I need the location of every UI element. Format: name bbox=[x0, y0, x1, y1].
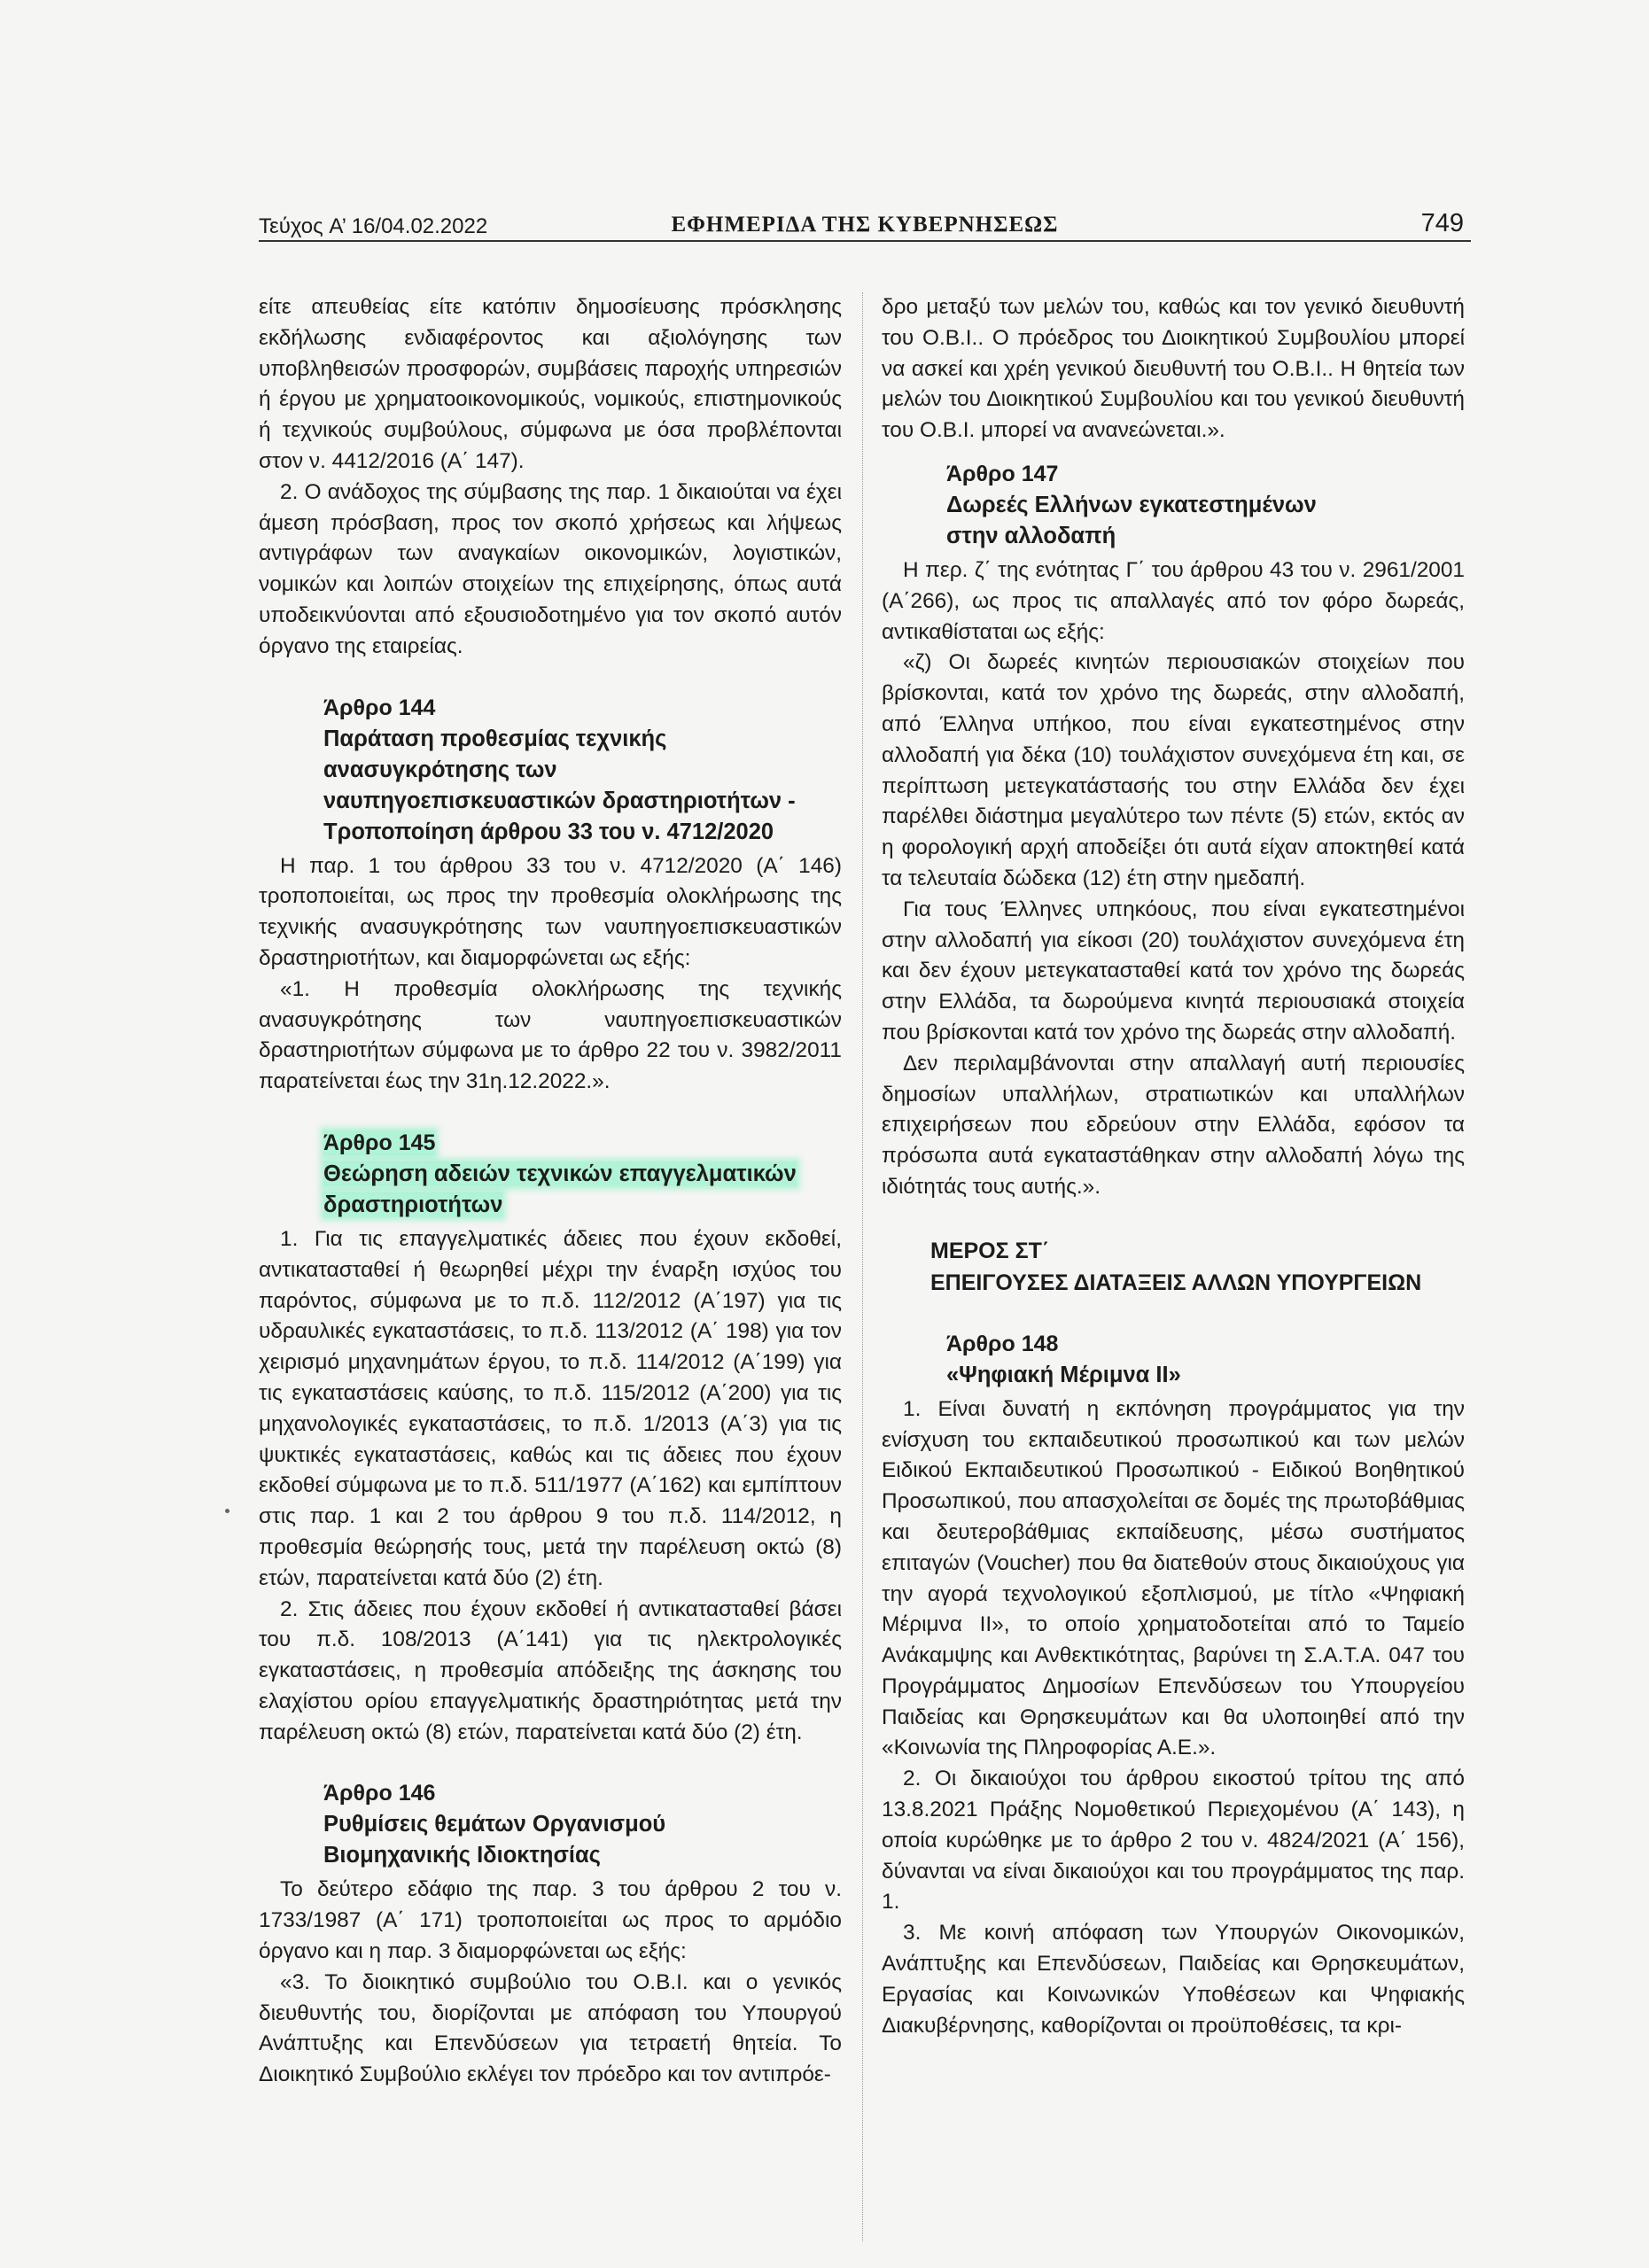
article-number: Άρθρο 148 bbox=[946, 1331, 1059, 1356]
article-title-line: Ρυθμίσεις θεμάτων Οργανισμού bbox=[323, 1812, 666, 1837]
paragraph: 2. Οι δικαιούχοι του άρθρου εικοστού τρίτου της από 13.8.2021 Πράξης Νομοθετικού Περιεχομένου (Α΄ 143), η οποία κυρώθηκε με το άρθρο 2 του ν. 4824/2021 (Α΄ 156), δύνανται να είναι δικαιούχοι και του προγράμματος της παρ. 1. bbox=[882, 1767, 1465, 1915]
article-number: Άρθρο 147 bbox=[946, 461, 1059, 486]
article-148-heading bbox=[946, 1329, 1465, 1391]
part-number: ΜΕΡΟΣ ΣΤ΄ bbox=[930, 1238, 1050, 1263]
part-heading bbox=[930, 1235, 1465, 1299]
paragraph: Η παρ. 1 του άρθρου 33 του ν. 4712/2020 (Α΄ 146) τροποποιείται, ως προς την προθεσμία ολοκλήρωσης της τεχνικής ανασυγκρότησης των ναυπηγοεπισκευαστικών δραστηριοτήτων, και διαμορφώνεται ως εξής: bbox=[259, 853, 842, 970]
right-column bbox=[882, 292, 1465, 2041]
paragraph: είτε απευθείας είτε κατόπιν δημοσίευσης πρόσκλησης εκδήλωσης ενδιαφέροντος και αξιολόγησης των υποβληθεισών προσφορών, συμβάσεις παροχής υπηρεσιών ή έργου με χρηματοοικονομικούς, νομικούς, επιστημονικούς ή τεχνικούς συμβούλους, σύμφωνα με όσα προβλέπονται στον ν. 4412/2016 (Α΄ 147). bbox=[259, 295, 842, 473]
article-number: Άρθρο 145 bbox=[323, 1130, 436, 1155]
paragraph: «3. Το διοικητικό συμβούλιο του Ο.Β.Ι. και ο γενικός διευθυντής του, διορίζονται με απόφαση του Υπουργού Ανάπτυξης και Επενδύσεων για τετραετή θητεία. Το Διοικητικό Συμβούλιο εκλέγει τον πρόεδρο και τον αντιπρόε- bbox=[259, 1969, 842, 2087]
article-title-line: Τροποποίηση άρθρου 33 του ν. 4712/2020 bbox=[323, 819, 774, 844]
article-title-line: Παράταση προθεσμίας τεχνικής bbox=[323, 726, 667, 751]
paragraph: 1. Για τις επαγγελματικές άδειες που έχουν εκδοθεί, αντικατασταθεί ή θεωρηθεί μέχρι την έναρξη ισχύος του παρόντος, σύμφωνα με το π.δ. 112/2012 (Α΄197) για τις υδραυλικές εγκαταστάσεις, το π.δ. 113/2012 (Α΄ 198) για τον χειρισμό μηχανημάτων έργου, το π.δ. 114/2012 (Α΄199) για τις εγκαταστάσεις καύσης, το π.δ. 115/2012 (Α΄200) για τις μηχανολογικές εγκαταστάσεις, το π.δ. 1/2013 (Α΄3) για τις ψυκτικές εγκαταστάσεις, καθώς και τις άδειες που έχουν εκδοθεί σύμφωνα με το π.δ. 511/1977 (Α΄162) και εμπίπτουν στις παρ. 1 και 2 του άρθρου 9 του π.δ. 114/2012, η προθεσμία θεώρησής τους, μετά την παρέλευση οκτώ (8) ετών, παρατείνεται κατά δύο (2) έτη. bbox=[259, 1226, 842, 1590]
article-title-line: «Ψηφιακή Μέριμνα ΙΙ» bbox=[946, 1362, 1181, 1387]
paragraph: Η περ. ζ΄ της ενότητας Γ΄ του άρθρου 43 του ν. 2961/2001 (Α΄266), ως προς τις απαλλαγές από τον φόρο δωρεάς, αντικαθίσταται ως εξής: bbox=[882, 557, 1465, 644]
paragraph: 2. Στις άδειες που έχουν εκδοθεί ή αντικατασταθεί βάσει του π.δ. 108/2013 (Α΄141) για τις ηλεκτρολογικές εγκαταστάσεις, η προθεσμία απόδειξης της άσκησης του ελαχίστου ορίου επαγγελματικής δραστηριότητας μετά την παρέλευση οκτώ (8) ετών, παρατείνεται κατά δύο (2) έτη. bbox=[259, 1596, 842, 1744]
paragraph: Για τους Έλληνες υπηκόους, που είναι εγκατεστημένοι στην αλλοδαπή για είκοσι (20) τουλάχιστον συνεχόμενα έτη και δεν έχουν μετεγκατασταθεί κατά τον χρόνο της δωρεάς στην Ελλάδα, τα δωρούμενα κινητά περιουσιακά στοιχεία που βρίσκονται κατά τον χρόνο της δωρεάς στην αλλοδαπή. bbox=[882, 897, 1465, 1045]
article-146-heading bbox=[323, 1778, 842, 1871]
paragraph: 1. Είναι δυνατή η εκπόνηση προγράμματος για την ενίσχυση του εκπαιδευτικού προσωπικού και των μελών Ειδικού Εκπαιδευτικού Προσωπικού - Ειδικού Βοηθητικού Προσωπικού, που απασχολείται σε δομές της πρωτοβάθμιας και δευτεροβάθμιας εκπαίδευσης, μέσω συστήματος επιταγών (Voucher) που θα διατεθούν στους δικαιούχους για την αγορά τεχνολογικού εξοπλισμού, με τίτλο «Ψηφιακή Μέριμνα ΙΙ», το οποίο χρηματοδοτείται από το Ταμείο Ανάκαμψης και Ανθεκτικότητας, βαρύνει τη Σ.Α.Τ.Α. 047 του Προγράμματος Δημοσίων Επενδύσεων του Υπουργείου Παιδείας και Θρησκευμάτων και θα υλοποιηθεί από την «Κοινωνία της Πληροφορίας Α.Ε.». bbox=[882, 1396, 1465, 1760]
paragraph: «ζ) Οι δωρεές κινητών περιουσιακών στοιχείων που βρίσκονται, κατά τον χρόνο της δωρεάς, στην αλλοδαπή, από Έλληνα υπήκοο, που είναι εγκατεστημένος στην αλλοδαπή για δέκα (10) τουλάχιστον συνεχόμενα έτη και, σε περίπτωση μετεγκατάστασής του στην Ελλάδα δεν έχει παρέλθει διάστημα μεγαλύτερο των πέντε (5) ετών, εκτός αν η φορολογική αρχή αποδείξει ότι αυτά είχαν αποκτηθεί κατά τα τελευταία δώδεκα (12) έτη στην ημεδαπή. bbox=[882, 650, 1465, 890]
paragraph: Το δεύτερο εδάφιο της παρ. 3 του άρθρου 2 του ν. 1733/1987 (Α΄ 171) τροποποιείται ως προς το αρμόδιο όργανο και η παρ. 3 διαμορφώνεται ως εξής: bbox=[259, 1877, 842, 1964]
article-145-heading bbox=[323, 1128, 842, 1221]
paragraph: 3. Με κοινή απόφαση των Υπουργών Οικονομικών, Ανάπτυξης και Επενδύσεων, Παιδείας και Θρησκευμάτων, Εργασίας και Κοινωνικών Υποθέσεων και Ψηφιακής Διακυβέρνησης, καθορίζονται οι προϋποθέσεις, τα κρι- bbox=[882, 1921, 1465, 2038]
part-title: ΕΠΕΙΓΟΥΣΕΣ ΔΙΑΤΑΞΕΙΣ ΑΛΛΩΝ ΥΠΟΥΡΓΕΙΩΝ bbox=[930, 1270, 1422, 1295]
left-column bbox=[259, 292, 842, 2091]
article-title-line: Δωρεές Ελλήνων εγκατεστημένων bbox=[946, 492, 1317, 517]
article-title-line: ανασυγκρότησης των bbox=[323, 757, 557, 782]
paragraph: «1. Η προθεσμία ολοκλήρωσης της τεχνικής ανασυγκρότησης των ναυπηγοεπισκευαστικών δραστηριοτήτων σύμφωνα με το άρθρο 22 του ν. 3982/2011 παρατείνεται έως την 31η.12.2022.». bbox=[259, 976, 842, 1094]
header-rule bbox=[259, 240, 1471, 242]
gazette-title: ΕΦΗΜΕΡΙΔΑ ΤΗΣ ΚΥΒΕΡΝΗΣΕΩΣ bbox=[671, 213, 1059, 237]
article-number: Άρθρο 144 bbox=[323, 695, 436, 720]
page-header bbox=[259, 209, 1471, 245]
article-number: Άρθρο 146 bbox=[323, 1781, 436, 1806]
article-title-line: ναυπηγοεπισκευαστικών δραστηριοτήτων - bbox=[323, 788, 796, 813]
article-title-line: στην αλλοδαπή bbox=[946, 523, 1116, 548]
article-title-line: δραστηριοτήτων bbox=[323, 1192, 503, 1217]
article-144-heading bbox=[323, 693, 842, 848]
article-title-line: Βιομηχανικής Ιδιοκτησίας bbox=[323, 1843, 601, 1868]
paragraph: 2. Ο ανάδοχος της σύμβασης της παρ. 1 δικαιούται να έχει άμεση πρόσβαση, προς τον σκοπό χρήσεως και λήψεως αντιγράφων των αναγκαίων οικονομικών, λογιστικών, νομικών και λοιπών στοιχείων της επιχείρησης, όπως αυτά υποδεικνύονται από εξουσιοδοτημένο για τον σκοπό αυτόν όργανο της εταιρείας. bbox=[259, 479, 842, 658]
column-divider bbox=[862, 292, 863, 2241]
article-title-line: Θεώρηση αδειών τεχνικών επαγγελματικών bbox=[323, 1161, 797, 1186]
issue-label: Τεύχος A’ 16/04.02.2022 bbox=[259, 214, 488, 238]
paragraph: Δεν περιλαμβάνονται στην απαλλαγή αυτή περιουσίες δημοσίων υπαλλήλων, στρατιωτικών και υπαλλήλων επιχειρήσεων που εδρεύουν στην Ελλάδα, εφόσον τα πρόσωπα αυτά εγκαταστάθηκαν στην αλλοδαπή λόγω της ιδιότητάς τους αυτής.». bbox=[882, 1051, 1465, 1199]
page-number: 749 bbox=[1420, 209, 1464, 237]
scan-speck bbox=[225, 1509, 229, 1513]
paragraph: δρο μεταξύ των μελών του, καθώς και τον γενικό διευθυντή του Ο.Β.Ι.. Ο πρόεδρος του Διοικητικού Συμβουλίου μπορεί να ασκεί και χρέη γενικού διευθυντή του Ο.Β.Ι.. Η θητεία των μελών του Διοικητικού Συμβουλίου και του γενικού διευθυντή του Ο.Β.Ι. μπορεί να ανανεώνεται.». bbox=[882, 295, 1465, 443]
article-147-heading bbox=[946, 459, 1465, 552]
